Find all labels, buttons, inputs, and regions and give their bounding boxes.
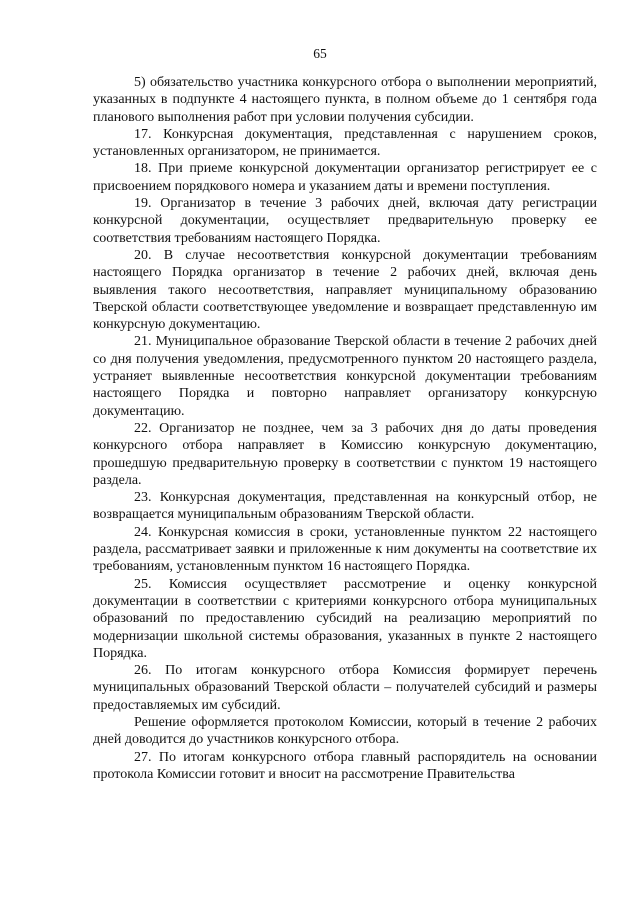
paragraph-24: 24. Конкурсная комиссия в сроки, установленные пунктом 22 настоящего раздела, рассматривает заявки и приложенные к ним документы на соответствие их требованиям, установленным пунктом 16 настоящего Порядка.: [93, 524, 597, 575]
paragraph-17: 17. Конкурсная документация, представленная с нарушением сроков, установленных организатором, не принимается.: [93, 126, 597, 160]
paragraph-19: 19. Организатор в течение 3 рабочих дней, включая дату регистрации конкурсной документации, осуществляет предварительную проверку ее соответствия требованиям настоящего Порядка.: [93, 196, 597, 246]
paragraph-21: 21. Муниципальное образование Тверской области в течение 2 рабочих дней со дня получения уведомления, предусмотренного пунктом 20 настоящего раздела, устраняет выявленные несоответствия конкурсной документации требованиям настоящего Порядка и повторно направляет организатору конкурсную документацию.: [93, 334, 597, 419]
paragraph-26: 26. По итогам конкурсного отбора Комиссия формирует перечень муниципальных образований Тверской области – получателей субсидий и размеры предоставляемых им субсидий.: [93, 663, 597, 713]
document-body: [93, 74, 597, 783]
paragraph-16-item-5: 5) обязательство участника конкурсного отбора о выполнении мероприятий, указанных в подпункте 4 настоящего пункта, в полном объеме до 1 сентября года планового выполнения работ при условии получения субсидии.: [93, 75, 597, 125]
paragraph-20: 20. В случае несоответствия конкурсной документации требованиям настоящего Порядка организатор в течение 2 рабочих дней, включая день выявления такого несоответствия, направляет муниципальному образованию Тверской области соответствующее уведомление и возвращает представленную им конкурсную документацию.: [93, 247, 597, 333]
paragraph-18: 18. При приеме конкурсной документации организатор регистрирует ее с присвоением порядкового номера и указанием даты и времени поступления.: [93, 161, 597, 194]
paragraph-27: 27. По итогам конкурсного отбора главный распорядитель на основании протокола Комиссии готовит и вносит на рассмотрение Правительства: [93, 749, 597, 782]
paragraph-25: 25. Комиссия осуществляет рассмотрение и оценку конкурсной документации в соответствии с критериями конкурсного отбора муниципальных образований по предоставлению субсидий на реализацию мероприятий по модернизации школьной системы образования, указанных в пункте 2 настоящего Порядка.: [93, 576, 597, 661]
paragraph-26-decision: Решение оформляется протоколом Комиссии, который в течение 2 рабочих дней доводится до участников конкурсного отбора.: [93, 714, 597, 748]
paragraph-22: 22. Организатор не позднее, чем за 3 рабочих дня до даты проведения конкурсного отбора направляет в Комиссию конкурсную документацию, прошедшую предварительную проверку в соответствии с пунктом 19 настоящего раздела.: [93, 420, 597, 488]
paragraph-23: 23. Конкурсная документация, представленная на конкурсный отбор, не возвращается муниципальным образованиям Тверской области.: [93, 490, 597, 523]
page-number: 65: [313, 46, 327, 61]
